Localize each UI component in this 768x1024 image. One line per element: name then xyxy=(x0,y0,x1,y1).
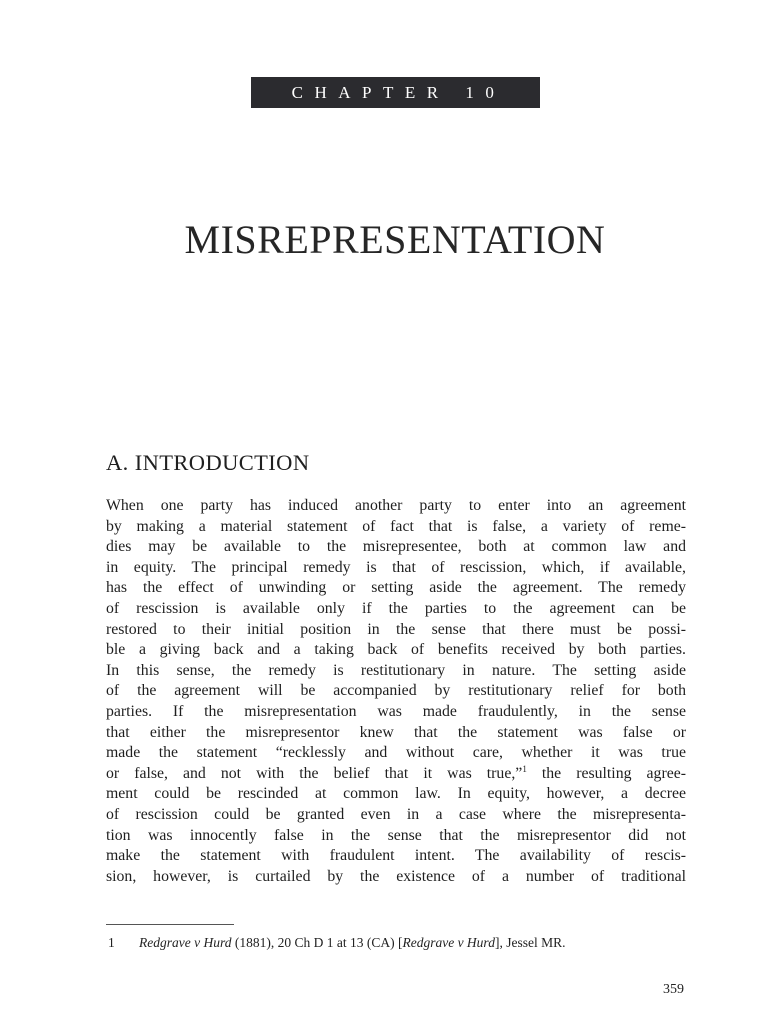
body-line: made the statement “recklessly and without care, whether it was true xyxy=(106,744,686,762)
footnote xyxy=(108,934,688,952)
body-line: in equity. The principal remedy is that of rescission, which, if available, xyxy=(106,558,686,576)
page-number: 359 xyxy=(663,982,684,997)
body-line-with-footnote xyxy=(106,764,686,785)
body-line: ble a giving back and a taking back of benefits received by both parties. xyxy=(106,641,686,659)
body-line: make the statement with fraudulent intent. The availability of rescis- xyxy=(106,847,686,865)
body-paragraph xyxy=(106,496,686,887)
body-line: of rescission could be granted even in a case where the misrepresenta- xyxy=(106,805,686,823)
body-line: by making a material statement of fact that is false, a variety of reme- xyxy=(106,517,686,535)
body-line: tion was innocently false in the sense that the misrepresentor did not xyxy=(106,826,686,844)
body-line-tail: the resulting agree- xyxy=(526,764,686,782)
chapter-title: MISREPRESENTATION xyxy=(184,217,606,262)
body-line: restored to their initial position in the sense that there must be possi- xyxy=(106,620,686,638)
body-line: parties. If the misrepresentation was made fraudulently, in the sense xyxy=(106,702,686,720)
footnote-citation: (1881), 20 Ch D 1 at 13 (CA) [ xyxy=(231,935,403,950)
body-line: sion, however, is curtailed by the existence of a number of traditional xyxy=(106,867,686,885)
body-line: has the effect of unwinding or setting aside the agreement. The remedy xyxy=(106,579,686,597)
body-line: of rescission is available only if the parties to the agreement can be xyxy=(106,599,686,617)
body-line: In this sense, the remedy is restitutionary in nature. The setting aside xyxy=(106,661,686,679)
body-line: that either the misrepresentor knew that the statement was false or xyxy=(106,723,686,741)
footnote-tail: ], Jessel MR. xyxy=(494,935,566,950)
footnote-case-name: Redgrave v Hurd xyxy=(139,935,232,950)
footnote-short-name: Redgrave v Hurd xyxy=(402,935,495,950)
footnote-number: 1 xyxy=(108,935,115,950)
body-line-head: or false, and not with the belief that it was true,” xyxy=(106,764,523,782)
section-heading: A. INTRODUCTION xyxy=(106,450,310,475)
body-line: ment could be rescinded at common law. In equity, however, a decree xyxy=(106,785,686,803)
body-line: dies may be available to the misrepresentee, both at common law and xyxy=(106,538,686,556)
footnote-reference: 1 xyxy=(522,763,527,774)
footnote-divider xyxy=(106,924,234,925)
body-line: of the agreement will be accompanied by restitutionary relief for both xyxy=(106,682,686,700)
body-line: When one party has induced another party to enter into an agreement xyxy=(106,497,686,514)
chapter-label: CHAPTER 10 xyxy=(251,77,540,108)
